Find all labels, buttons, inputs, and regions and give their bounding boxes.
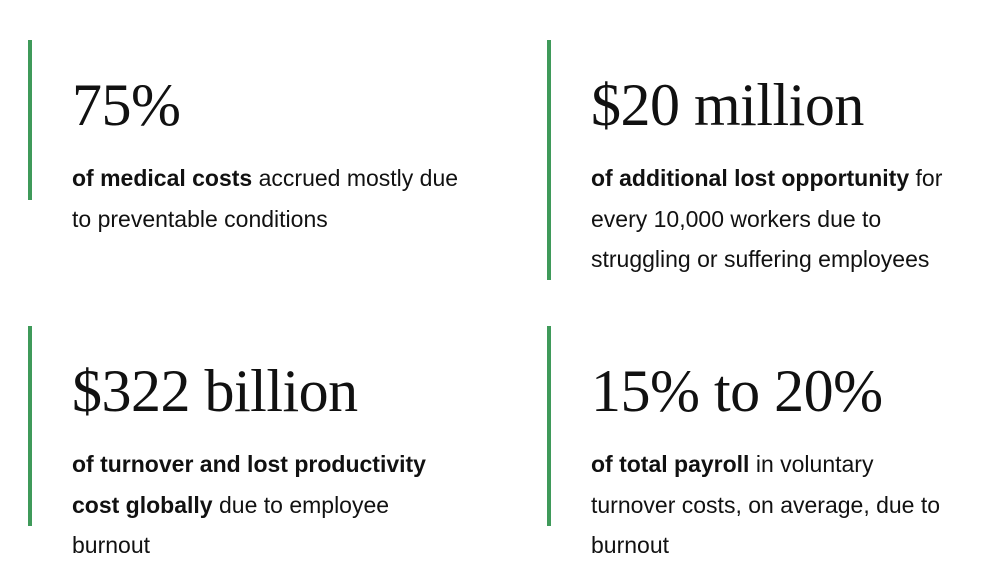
stat-block-medical-costs (28, 40, 488, 232)
accent-bar (547, 40, 551, 280)
accent-bar (28, 40, 32, 200)
stat-description-rest: accrued mostly due to preventable conditions (72, 165, 459, 232)
stat-description-rest: for every 10,000 workers due to struggling or suffering employees (591, 165, 943, 272)
stat-description (72, 158, 472, 239)
stat-block-lost-opportunity (547, 40, 997, 290)
stat-description-bold: of turnover and lost productivity cost globally (72, 451, 426, 518)
stat-description-bold: of additional lost opportunity (591, 165, 910, 191)
stat-description-rest: in voluntary turnover costs, on average, due to burnout (591, 451, 941, 558)
stat-description (591, 444, 951, 566)
stat-figure: $322 billion (72, 358, 358, 424)
stat-block-payroll-turnover (547, 326, 997, 558)
stat-description-rest: due to employee burnout (72, 491, 390, 558)
stat-figure: 15% to 20% (591, 358, 883, 424)
stat-description-bold: of total payroll (591, 451, 750, 477)
stat-description-bold: of medical costs (72, 165, 253, 191)
stat-description (591, 158, 951, 280)
stat-description (72, 444, 432, 566)
stat-figure: $20 million (591, 72, 864, 138)
stat-figure: 75% (72, 72, 181, 138)
stat-block-turnover-cost (28, 326, 488, 558)
accent-bar (28, 326, 32, 526)
accent-bar (547, 326, 551, 526)
